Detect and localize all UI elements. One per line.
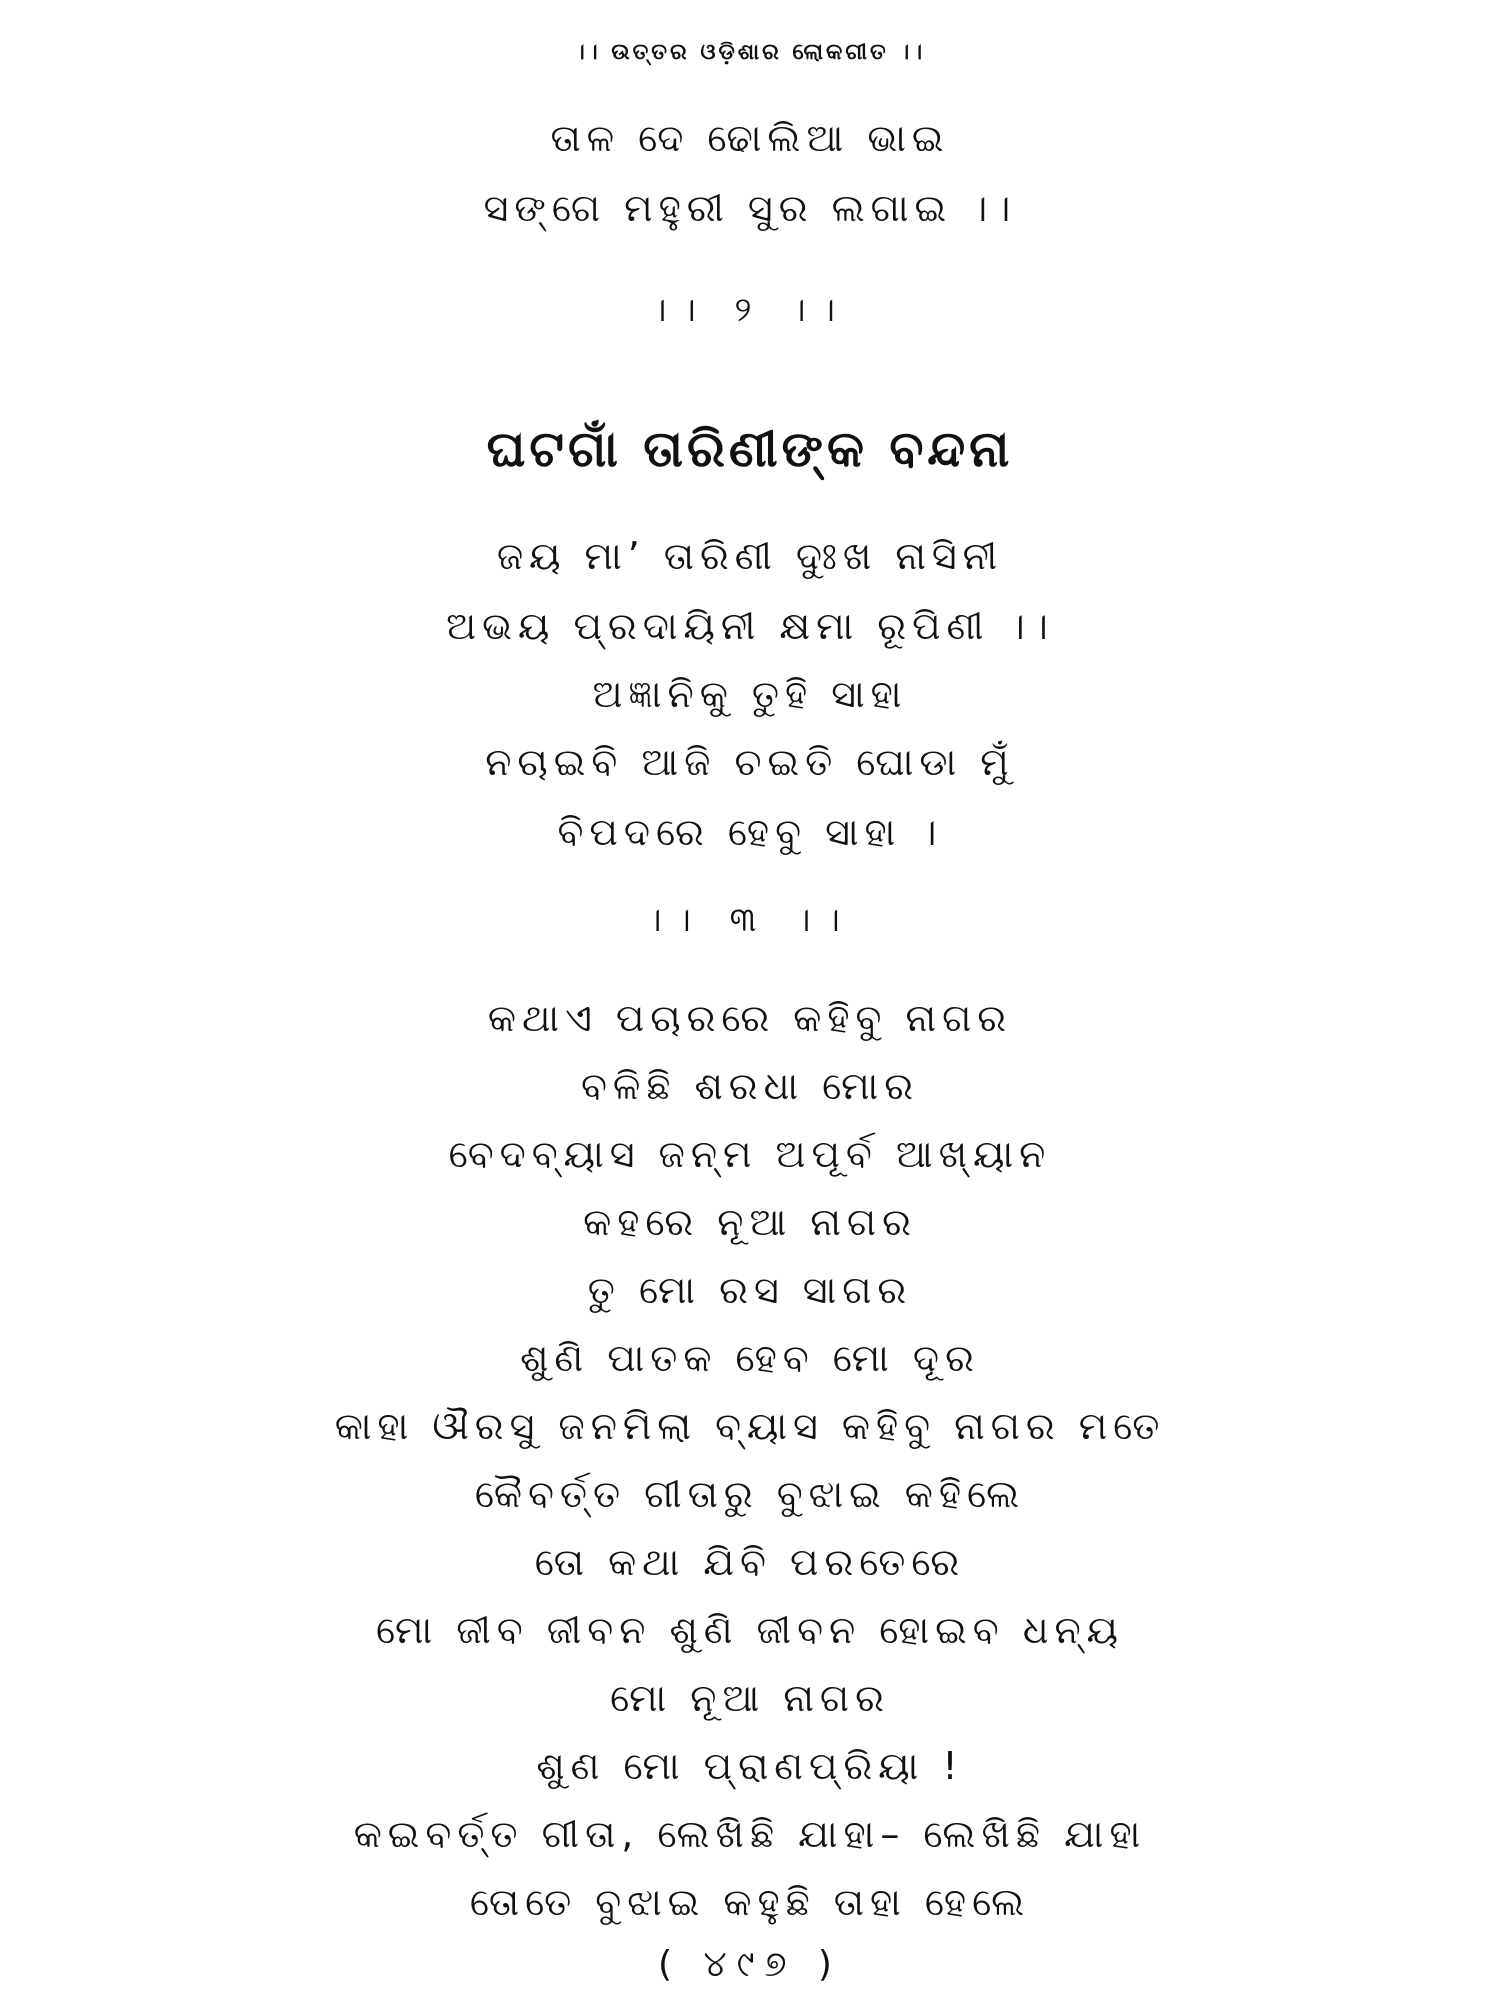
verse-line: ଅଭୟ ପ୍ରଦାୟିନୀ କ୍ଷମା ରୂପିଣୀ ।। (446, 604, 1054, 648)
verse-line: ନଚାଇବି ଆଜି ଚଇତି ଘୋଡା ମୁଁ (485, 740, 1015, 784)
verse-line: ତୋ କଥା ଯିବି ପରତେରେ (534, 1540, 966, 1584)
page-number: ( ୪୯୭ ) (658, 1944, 842, 1985)
verse-line: କାହା ଔରସୁ ଜନମିଲା ବ୍ୟାସ କହିବୁ ନାଗର ମତେ (334, 1404, 1166, 1448)
section-marker: ।। ୩ ।। (646, 900, 854, 940)
verse-line: କହରେ ନୂଆ ନାଗର (583, 1200, 917, 1244)
verse-line: କଥାଏ ପଚାରରେ କହିବୁ ନାଗର (487, 996, 1013, 1040)
verse-line: ମୋ ଜୀବ ଜୀବନ ଶୁଣି ଜୀବନ ହୋଇବ ଧନ୍ୟ (376, 1608, 1124, 1652)
song-title: ଘଟଗାଁ ତାରିଣୀଙ୍କ ବନ୍ଦନା (486, 420, 1014, 478)
verse-line: କଇବର୍ତ୍ତ ଗୀତା, ଲେଖିଛି ଯାହା– ଲେଖିଛି ଯାହା (353, 1812, 1147, 1856)
verse-line: କୈବର୍ତ୍ତ ଗୀତାରୁ ବୁଝାଇ କହିଲେ (474, 1472, 1026, 1516)
verse-line: ମୋ ନୂଆ ନାଗର (610, 1676, 890, 1720)
verse-line: ବଳିଛି ଶରଧା ମୋର (581, 1064, 919, 1108)
verse-line: ଶୁଣ ମୋ ପ୍ରାଣପ୍ରିୟା ! (536, 1744, 964, 1788)
verse-line: ଅଜ୍ଞାନିକୁ ତୁହି ସାହା (592, 672, 908, 716)
verse-line: ଶୁଣି ପାତକ ହେବ ମୋ ଦୂର (520, 1336, 980, 1380)
intro-line: ତାଳ ଦେ ଢୋଲିଆ ଭାଇ (550, 116, 950, 160)
intro-line: ସଙ୍ଗେ ମହୁରୀ ସୁର ଲଗାଇ ।। (483, 186, 1017, 230)
verse-line: ବିପଦରେ ହେବୁ ସାହା । (557, 810, 943, 854)
verse-line: ତୋତେ ବୁଝାଇ କହୁଛି ତାହା ହେଲେ (469, 1880, 1031, 1924)
running-header: ।। ଉତ୍ତର ଓଡ଼ିଶାର ଲୋକଗୀତ ।। (574, 40, 926, 65)
verse-line: ବେଦବ୍ୟାସ ଜନ୍ମ ଅପୂର୍ବ ଆଖ୍ୟାନ (448, 1132, 1052, 1176)
verse-line: ତୁ ମୋ ରସ ସାଗର (587, 1268, 913, 1312)
section-marker: ।। ୨ ।। (651, 290, 849, 330)
verse-line: ଜୟ ମା’ ତାରିଣୀ ଦୁଃଖ ନାସିନୀ (496, 534, 1004, 578)
